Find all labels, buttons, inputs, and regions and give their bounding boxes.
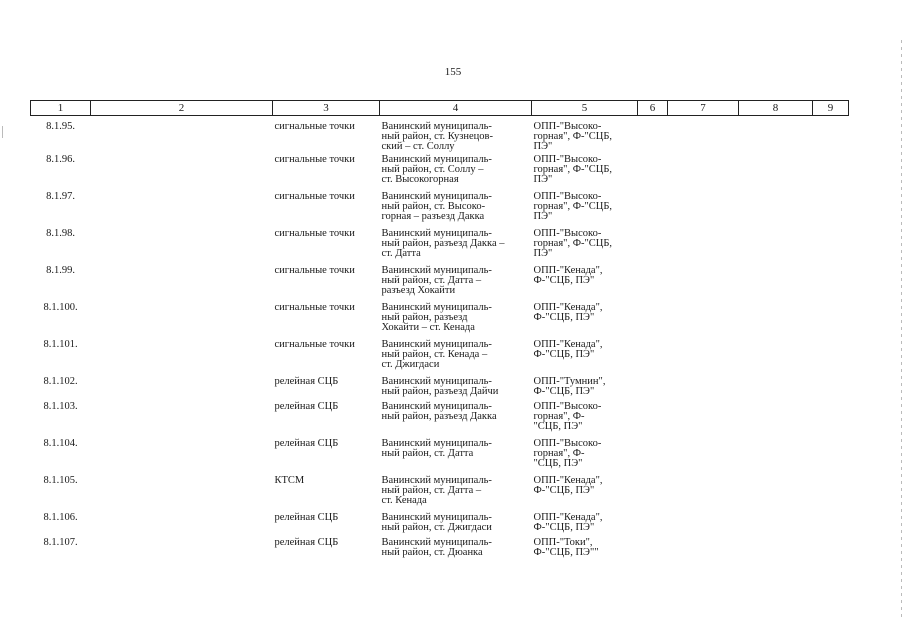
cell-empty bbox=[91, 402, 273, 439]
cell-empty bbox=[91, 116, 273, 156]
location-line: ный район, разъезд Дакка – bbox=[381, 238, 505, 249]
organization-line: "СЦБ, ПЭ" bbox=[533, 421, 583, 432]
cell-empty bbox=[668, 476, 739, 513]
organization bbox=[532, 439, 638, 476]
column-header: 3 bbox=[273, 101, 380, 116]
location-line: ный район, ст. Высоко- bbox=[381, 201, 486, 212]
cell-empty bbox=[668, 266, 739, 303]
organization-line: ОПП-"Высоко- bbox=[533, 121, 602, 132]
table-row bbox=[31, 266, 849, 303]
organization-line: ПЭ" bbox=[533, 174, 553, 185]
cell-empty bbox=[638, 229, 668, 266]
scan-edge bbox=[901, 40, 902, 620]
cell-empty bbox=[91, 266, 273, 303]
object-type: релейная СЦБ bbox=[274, 438, 339, 449]
organization-line: Ф-"СЦБ, ПЭ" bbox=[533, 275, 595, 286]
scan-mark bbox=[2, 126, 3, 138]
row-number: 8.1.104. bbox=[43, 438, 78, 449]
cell-empty bbox=[91, 155, 273, 192]
table-header-row bbox=[31, 101, 849, 116]
organization-line: горная", Ф-"СЦБ, bbox=[533, 238, 613, 249]
cell-empty bbox=[739, 229, 813, 266]
location-line: Ванинский муниципаль- bbox=[381, 537, 492, 548]
organization-line: Ф-"СЦБ, ПЭ" bbox=[533, 485, 595, 496]
organization-line: горная", Ф- bbox=[533, 448, 585, 459]
cell-empty bbox=[813, 340, 849, 377]
organization bbox=[532, 377, 638, 402]
location bbox=[380, 303, 532, 340]
location-line: Ванинский муниципаль- bbox=[381, 302, 492, 313]
cell-empty bbox=[638, 538, 668, 563]
cell-empty bbox=[668, 229, 739, 266]
location-line: горная – разъезд Дакка bbox=[381, 211, 485, 222]
organization bbox=[532, 476, 638, 513]
cell-empty bbox=[739, 155, 813, 192]
location bbox=[380, 513, 532, 538]
organization-line: ОПП-"Тумнин", bbox=[533, 376, 606, 387]
location-line: Ванинский муниципаль- bbox=[381, 121, 492, 132]
location bbox=[380, 266, 532, 303]
object-type: КТСМ bbox=[274, 475, 305, 486]
organization bbox=[532, 340, 638, 377]
location-line: ный район, ст. Дюанка bbox=[381, 547, 483, 558]
location-line: ный район, разъезд Дакка bbox=[381, 411, 497, 422]
location-line: Ванинский муниципаль- bbox=[381, 228, 492, 239]
organization-line: горная", Ф-"СЦБ, bbox=[533, 164, 613, 175]
cell-empty bbox=[668, 192, 739, 229]
table-row bbox=[31, 155, 849, 192]
object-type: сигнальные точки bbox=[274, 228, 355, 239]
cell-empty bbox=[813, 476, 849, 513]
location-line: Ванинский муниципаль- bbox=[381, 512, 492, 523]
cell-empty bbox=[668, 116, 739, 156]
cell-empty bbox=[638, 303, 668, 340]
cell-empty bbox=[91, 439, 273, 476]
table-row bbox=[31, 439, 849, 476]
document-table bbox=[30, 100, 849, 563]
column-header: 4 bbox=[380, 101, 532, 116]
organization-line: ОПП-"Токи", bbox=[533, 537, 593, 548]
table-row bbox=[31, 513, 849, 538]
row-number: 8.1.97. bbox=[46, 191, 75, 202]
organization bbox=[532, 266, 638, 303]
row-number: 8.1.98. bbox=[46, 228, 75, 239]
cell-empty bbox=[638, 192, 668, 229]
cell-empty bbox=[91, 229, 273, 266]
organization-line: ОПП-"Кенада", bbox=[533, 302, 603, 313]
cell-empty bbox=[739, 192, 813, 229]
cell-empty bbox=[91, 303, 273, 340]
cell-empty bbox=[668, 303, 739, 340]
cell-empty bbox=[668, 377, 739, 402]
table-row bbox=[31, 116, 849, 156]
cell-empty bbox=[668, 538, 739, 563]
row-number: 8.1.102. bbox=[43, 376, 78, 387]
organization-line: ОПП-"Кенада", bbox=[533, 512, 603, 523]
cell-empty bbox=[668, 155, 739, 192]
column-header: 7 bbox=[668, 101, 739, 116]
location-line: Хокайти – ст. Кенада bbox=[381, 322, 475, 333]
object-type: релейная СЦБ bbox=[274, 537, 339, 548]
cell-empty bbox=[739, 402, 813, 439]
row-number: 8.1.103. bbox=[43, 401, 78, 412]
row-number: 8.1.99. bbox=[46, 265, 75, 276]
location-line: ст. Кенада bbox=[381, 495, 427, 506]
location-line: Ванинский муниципаль- bbox=[381, 191, 492, 202]
organization bbox=[532, 303, 638, 340]
location-line: ный район, ст. Датта – bbox=[381, 485, 482, 496]
organization-line: ОПП-"Кенада", bbox=[533, 475, 603, 486]
cell-empty bbox=[638, 476, 668, 513]
cell-empty bbox=[91, 513, 273, 538]
cell-empty bbox=[668, 402, 739, 439]
location bbox=[380, 377, 532, 402]
organization bbox=[532, 402, 638, 439]
location bbox=[380, 439, 532, 476]
location-line: ный район, разъезд bbox=[381, 312, 468, 323]
organization-line: ОПП-"Высоко- bbox=[533, 191, 602, 202]
cell-empty bbox=[813, 116, 849, 156]
row-number: 8.1.106. bbox=[43, 512, 78, 523]
cell-empty bbox=[813, 192, 849, 229]
location-line: Ванинский муниципаль- bbox=[381, 265, 492, 276]
column-header: 6 bbox=[638, 101, 668, 116]
location-line: ный район, ст. Датта – bbox=[381, 275, 482, 286]
cell-empty bbox=[638, 266, 668, 303]
object-type: сигнальные точки bbox=[274, 302, 355, 313]
table-row bbox=[31, 229, 849, 266]
location-line: ный район, разъезд Дайчи bbox=[381, 386, 499, 397]
location bbox=[380, 116, 532, 156]
column-header: 8 bbox=[739, 101, 813, 116]
organization-line: Ф-"СЦБ, ПЭ"" bbox=[533, 547, 599, 558]
location-line: Ванинский муниципаль- bbox=[381, 401, 492, 412]
organization bbox=[532, 513, 638, 538]
column-header: 9 bbox=[813, 101, 849, 116]
organization-line: "СЦБ, ПЭ" bbox=[533, 458, 583, 469]
organization-line: ОПП-"Кенада", bbox=[533, 265, 603, 276]
organization bbox=[532, 229, 638, 266]
cell-empty bbox=[739, 513, 813, 538]
object-type: сигнальные точки bbox=[274, 121, 355, 132]
organization-line: ОПП-"Высоко- bbox=[533, 401, 602, 412]
location-line: Ванинский муниципаль- bbox=[381, 154, 492, 165]
row-number: 8.1.101. bbox=[43, 339, 78, 350]
location bbox=[380, 229, 532, 266]
location-line: Ванинский муниципаль- bbox=[381, 475, 492, 486]
cell-empty bbox=[813, 303, 849, 340]
location-line: Ванинский муниципаль- bbox=[381, 339, 492, 350]
table-row bbox=[31, 476, 849, 513]
cell-empty bbox=[739, 340, 813, 377]
organization-line: ОПП-"Высоко- bbox=[533, 228, 602, 239]
organization-line: ОПП-"Высоко- bbox=[533, 438, 602, 449]
location-line: ный район, ст. Кенада – bbox=[381, 349, 488, 360]
organization bbox=[532, 155, 638, 192]
organization-line: горная", Ф- bbox=[533, 411, 585, 422]
row-number: 8.1.105. bbox=[43, 475, 78, 486]
page-number: 155 bbox=[444, 66, 462, 78]
row-number: 8.1.96. bbox=[46, 154, 75, 165]
object-type: релейная СЦБ bbox=[274, 512, 339, 523]
organization-line: горная", Ф-"СЦБ, bbox=[533, 201, 613, 212]
location bbox=[380, 340, 532, 377]
location-line: ст. Высокогорная bbox=[381, 174, 459, 185]
cell-empty bbox=[813, 266, 849, 303]
cell-empty bbox=[813, 538, 849, 563]
organization-line: ПЭ" bbox=[533, 211, 553, 222]
organization-line: ПЭ" bbox=[533, 248, 553, 259]
cell-empty bbox=[91, 192, 273, 229]
location bbox=[380, 155, 532, 192]
cell-empty bbox=[638, 340, 668, 377]
object-type: сигнальные точки bbox=[274, 191, 355, 202]
cell-empty bbox=[739, 476, 813, 513]
table-row bbox=[31, 377, 849, 402]
object-type: сигнальные точки bbox=[274, 154, 355, 165]
location bbox=[380, 402, 532, 439]
table-row bbox=[31, 303, 849, 340]
cell-empty bbox=[638, 116, 668, 156]
cell-empty bbox=[638, 402, 668, 439]
organization bbox=[532, 538, 638, 563]
object-type: релейная СЦБ bbox=[274, 401, 339, 412]
location-line: ный район, ст. Соллу – bbox=[381, 164, 484, 175]
cell-empty bbox=[668, 513, 739, 538]
table-row bbox=[31, 538, 849, 563]
location-line: Ванинский муниципаль- bbox=[381, 376, 492, 387]
object-type: сигнальные точки bbox=[274, 339, 355, 350]
cell-empty bbox=[91, 377, 273, 402]
cell-empty bbox=[638, 377, 668, 402]
cell-empty bbox=[739, 303, 813, 340]
cell-empty bbox=[739, 538, 813, 563]
location-line: Ванинский муниципаль- bbox=[381, 438, 492, 449]
cell-empty bbox=[813, 229, 849, 266]
organization-line: ОПП-"Высоко- bbox=[533, 154, 602, 165]
cell-empty bbox=[638, 513, 668, 538]
organization-line: Ф-"СЦБ, ПЭ" bbox=[533, 349, 595, 360]
cell-empty bbox=[91, 538, 273, 563]
cell-empty bbox=[668, 340, 739, 377]
organization-line: ОПП-"Кенада", bbox=[533, 339, 603, 350]
location-line: ный район, ст. Датта bbox=[381, 448, 474, 459]
row-number: 8.1.100. bbox=[43, 302, 78, 313]
location bbox=[380, 476, 532, 513]
location-line: ст. Джигдаси bbox=[381, 359, 440, 370]
organization-line: Ф-"СЦБ, ПЭ" bbox=[533, 386, 595, 397]
location-line: ный район, ст. Кузнецов- bbox=[381, 131, 493, 142]
location-line: ный район, ст. Джигдаси bbox=[381, 522, 492, 533]
organization-line: Ф-"СЦБ, ПЭ" bbox=[533, 312, 595, 323]
cell-empty bbox=[91, 340, 273, 377]
organization-line: Ф-"СЦБ, ПЭ" bbox=[533, 522, 595, 533]
table-row bbox=[31, 402, 849, 439]
table-row bbox=[31, 192, 849, 229]
location bbox=[380, 538, 532, 563]
cell-empty bbox=[813, 513, 849, 538]
location-line: ский – ст. Соллу bbox=[381, 141, 455, 152]
location-line: ст. Датта bbox=[381, 248, 421, 259]
column-header: 2 bbox=[91, 101, 273, 116]
cell-empty bbox=[638, 155, 668, 192]
organization-line: горная", Ф-"СЦБ, bbox=[533, 131, 613, 142]
object-type: сигнальные точки bbox=[274, 265, 355, 276]
cell-empty bbox=[813, 377, 849, 402]
cell-empty bbox=[813, 155, 849, 192]
location-line: разъезд Хокайти bbox=[381, 285, 456, 296]
row-number: 8.1.107. bbox=[43, 537, 78, 548]
cell-empty bbox=[91, 476, 273, 513]
object-type: релейная СЦБ bbox=[274, 376, 339, 387]
cell-empty bbox=[668, 439, 739, 476]
cell-empty bbox=[739, 266, 813, 303]
cell-empty bbox=[638, 439, 668, 476]
cell-empty bbox=[739, 116, 813, 156]
column-header: 1 bbox=[31, 101, 91, 116]
organization bbox=[532, 192, 638, 229]
table-row bbox=[31, 340, 849, 377]
cell-empty bbox=[739, 439, 813, 476]
cell-empty bbox=[813, 439, 849, 476]
column-header: 5 bbox=[532, 101, 638, 116]
row-number: 8.1.95. bbox=[46, 121, 75, 132]
organization-line: ПЭ" bbox=[533, 141, 553, 152]
cell-empty bbox=[813, 402, 849, 439]
location bbox=[380, 192, 532, 229]
cell-empty bbox=[739, 377, 813, 402]
organization bbox=[532, 116, 638, 156]
